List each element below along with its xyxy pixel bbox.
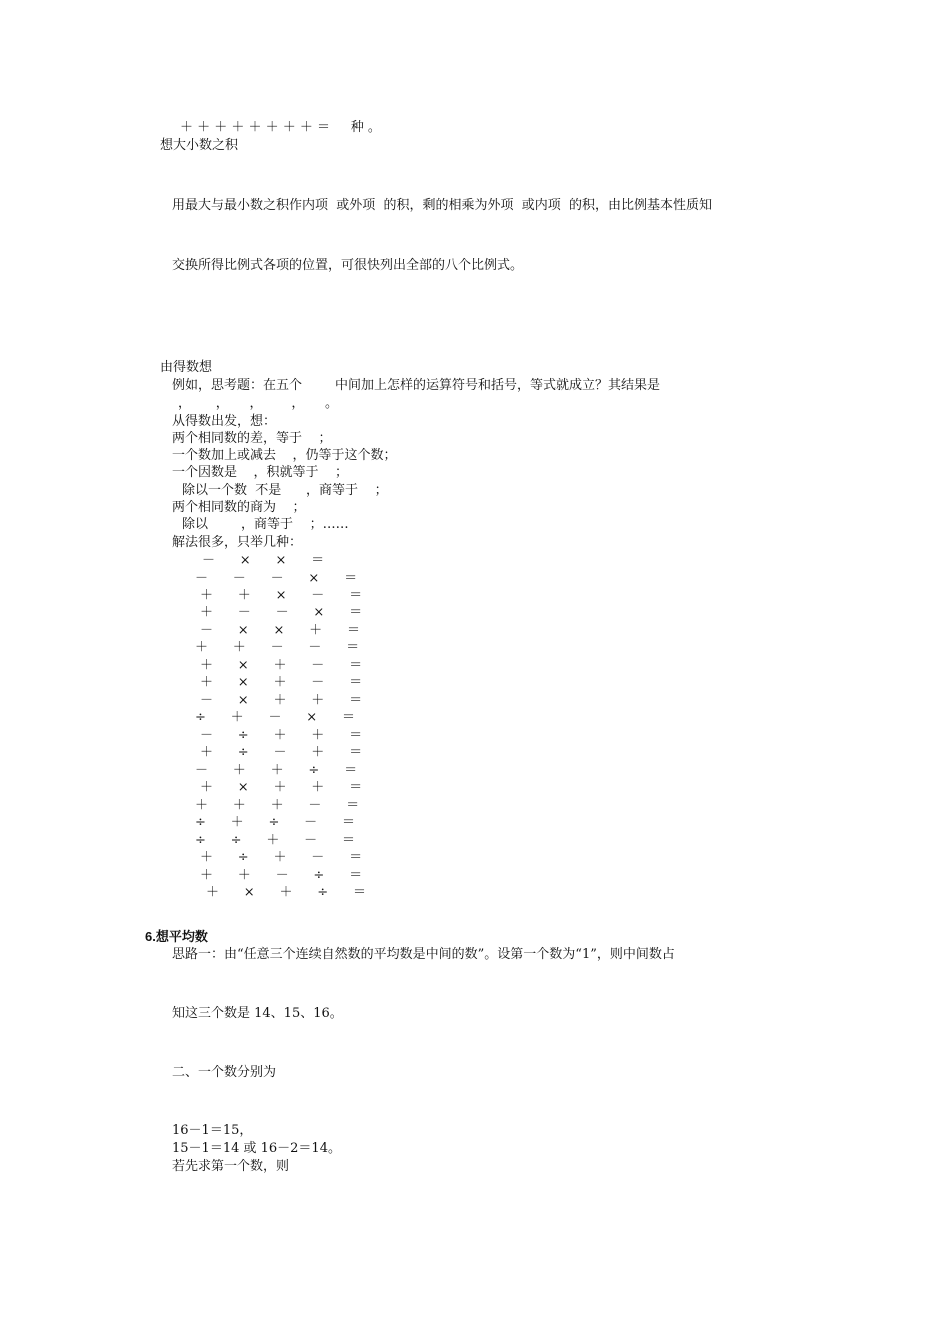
text-line: 思路一：由“任意三个连续自然数的平均数是中间的数”。设第一个数为“1”，则中间数占: [172, 947, 675, 962]
equation-line: ÷ ＋ － × ＝: [195, 710, 355, 725]
text-line: 除以一个数 不是 ，商等于 ；: [182, 483, 388, 498]
text-line: 除以 ，商等于 ；……: [182, 517, 349, 532]
text-line: 二、一个数分别为: [172, 1065, 277, 1080]
text-line: 一个因数是 ，积就等于 ；: [172, 465, 349, 480]
text-line: 交换所得比例式各项的位置，可很快列出全部的八个比例式。: [172, 258, 524, 273]
equation-line: － ＋ ＋ ÷ ＝: [195, 763, 358, 778]
text-line: ， ， ， ， 。: [178, 396, 339, 411]
equation-line: ＋ ＋ ＋ － ＝: [195, 798, 360, 813]
section-heading: 6.想平均数: [145, 929, 208, 944]
equation-line: ＋ ＋ － ÷ ＝: [200, 868, 363, 883]
text-line: 若先求第一个数，则: [172, 1159, 290, 1174]
equation-line: ＋ ＋ － － ＝: [195, 640, 360, 655]
text-line: 16－1＝15，: [172, 1123, 253, 1138]
equation-line: ＋ － － × ＝: [200, 605, 363, 620]
equation-line: ＋ × ＋ ÷ ＝: [206, 885, 366, 900]
equation-line: ＋ × ＋ － ＝: [200, 675, 363, 690]
text-line: 用最大与最小数之积作内项 或外项 的积，剩的相乘为外项 或内项 的积，由比例基本性质知: [172, 198, 713, 213]
text-line: 两个相同数的商为 ；: [172, 500, 306, 515]
text-line: 从得数出发，想：: [172, 414, 277, 429]
section-heading: 由得数想: [160, 360, 213, 375]
equation-line: ÷ ÷ ＋ － ＝: [195, 833, 355, 848]
equation-line: ＋ ÷ ＋ － ＝: [200, 850, 363, 865]
text-line: 两个相同数的差，等于 ；: [172, 431, 332, 446]
equation-line: ÷ ＋ ÷ － ＝: [195, 815, 355, 830]
text-line: 知这三个数是 14、15、16。: [172, 1006, 343, 1021]
section-heading: 想大小数之积: [160, 138, 239, 153]
equation-line: － － － × ＝: [195, 571, 358, 586]
text-line: 15－1＝14 或 16－2＝14。: [172, 1141, 341, 1156]
equation-line: ＋ ＋ × － ＝: [200, 588, 363, 603]
text-line: 解法很多，只举几种：: [172, 535, 303, 550]
equation-line: ＋ × ＋ ＋ ＝: [200, 780, 363, 795]
equation-line: － × × ＋ ＝: [200, 623, 360, 638]
equation-line: － × ＋ ＋ ＝: [200, 693, 363, 708]
text-line: 一个数加上或减去 ，仍等于这个数；: [172, 448, 397, 463]
equation-line: ＋ ÷ － ＋ ＝: [200, 745, 363, 760]
text-line: ＋ ＋ ＋ ＋ ＋ ＋ ＋ ＋ ＝ 种 。: [180, 120, 381, 135]
equation-line: － × × ＝: [202, 553, 325, 568]
equation-line: － ÷ ＋ ＋ ＝: [200, 728, 363, 743]
equation-line: ＋ × ＋ － ＝: [200, 658, 363, 673]
text-line: 例如，思考题：在五个 中间加上怎样的运算符号和括号，等式就成立？其结果是: [172, 378, 661, 393]
